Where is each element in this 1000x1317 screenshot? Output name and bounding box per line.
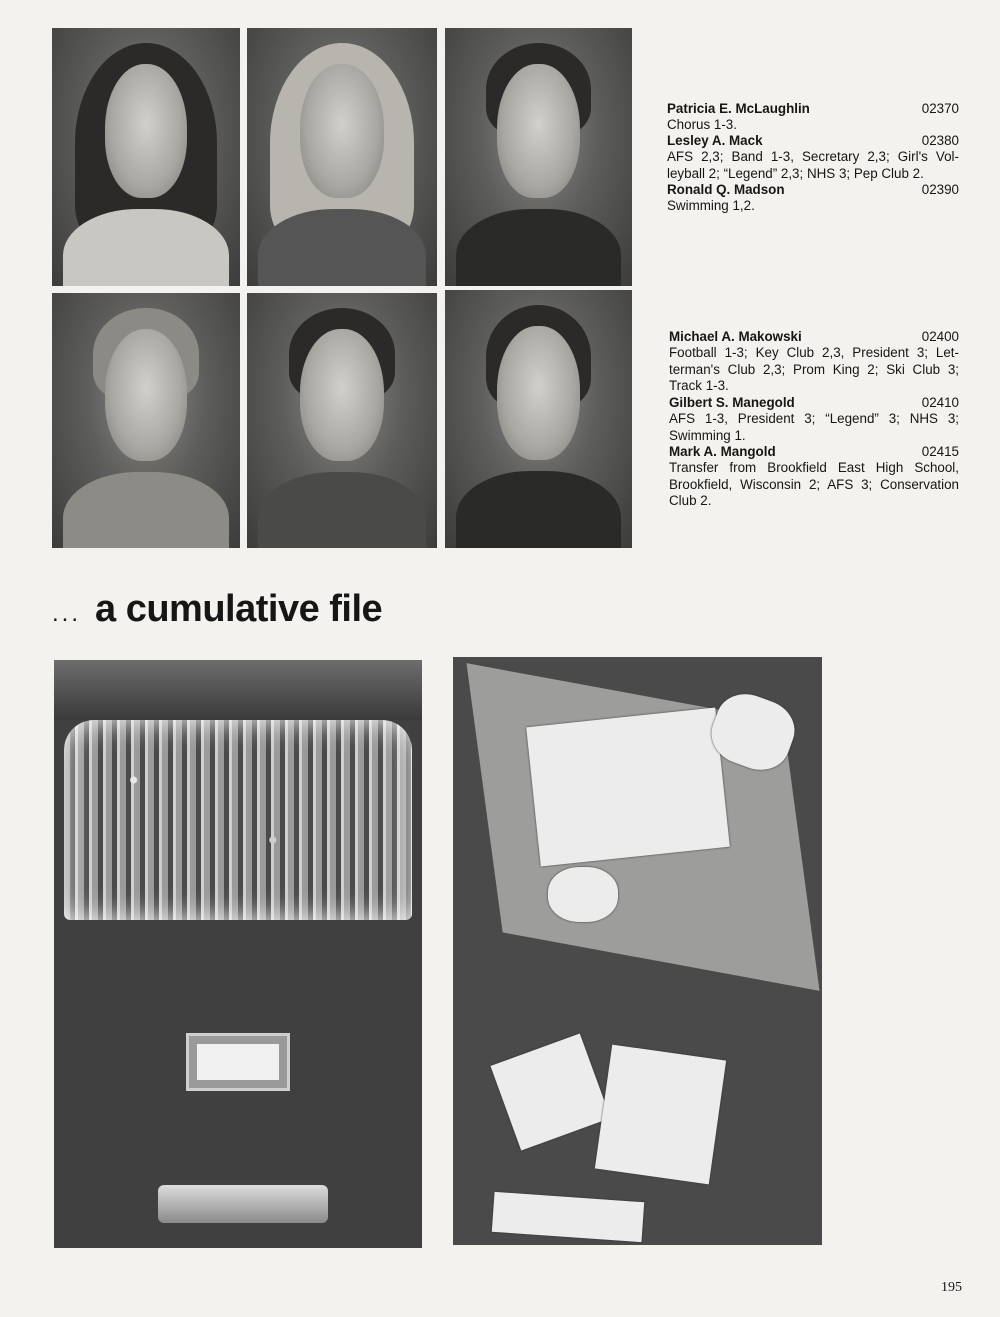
- paper-sheet-floor: [492, 1192, 644, 1242]
- entry-name: Gilbert S. Manegold: [669, 395, 795, 410]
- portrait-patricia-mclaughlin: [52, 28, 240, 286]
- entry-patricia-mclaughlin: [667, 101, 959, 134]
- entry-activities: Football 1-3; Key Club 2,3, President 3; Letterman's Club 2,3; Prom King 2; Ski Club 3; Track 1-3.: [669, 345, 959, 394]
- entry-number: 02380: [921, 133, 959, 148]
- entry-lesley-mack: [667, 133, 959, 182]
- heading-text: a cumulative file: [95, 588, 383, 630]
- entry-gilbert-manegold: [669, 395, 959, 444]
- drawer-handle: [158, 1185, 328, 1223]
- entry-number: 02400: [921, 329, 959, 344]
- entry-name: Michael A. Makowski: [669, 329, 802, 344]
- portrait-mark-mangold: [445, 290, 632, 548]
- drawer-label-holder: [186, 1033, 290, 1091]
- entry-activities: Transfer from Brookfield East High School, Brookfield, Wisconsin 2; AFS 3; Conservation Club 2.: [669, 460, 959, 509]
- entry-activities: AFS 2,3; Band 1-3, Secretary 2,3; Girl's Volleyball 2; “Legend” 2,3; NHS 3; Pep Club 2.: [667, 149, 959, 181]
- page-number: 195: [941, 1280, 962, 1295]
- paper-sheet: [526, 707, 730, 866]
- entry-name: Mark A. Mangold: [669, 444, 776, 459]
- entry-michael-makowski: [669, 329, 959, 395]
- entry-number: 02370: [921, 101, 959, 116]
- portrait-michael-makowski: [52, 293, 240, 548]
- entry-activities: AFS 1-3, President 3; “Legend” 3; NHS 3; Swimming 1.: [669, 411, 959, 443]
- entry-name: Ronald Q. Madson: [667, 182, 785, 197]
- entry-activities: Chorus 1-3.: [667, 117, 737, 133]
- entry-mark-mangold: [669, 444, 959, 510]
- entry-number: 02390: [921, 182, 959, 197]
- filing-cabinet-photo: [54, 660, 422, 1248]
- section-heading: [52, 588, 382, 631]
- entry-name: Patricia E. McLaughlin: [667, 101, 810, 116]
- entry-ronald-madson: [667, 182, 959, 215]
- crumpled-paper: [548, 867, 618, 922]
- heading-ellipsis: ...: [52, 600, 82, 627]
- crowd-image: [64, 720, 412, 920]
- paper-sheet-floor: [595, 1045, 726, 1185]
- entry-number: 02415: [921, 444, 959, 459]
- portrait-gilbert-manegold: [247, 293, 437, 548]
- entry-number: 02410: [921, 395, 959, 410]
- portrait-ronald-madson: [445, 28, 632, 286]
- desk-with-papers-photo: [453, 657, 822, 1245]
- paper-sheet-floor: [490, 1033, 610, 1150]
- entry-name: Lesley A. Mack: [667, 133, 763, 148]
- entry-activities: Swimming 1,2.: [667, 198, 755, 214]
- portrait-lesley-mack: [247, 28, 437, 286]
